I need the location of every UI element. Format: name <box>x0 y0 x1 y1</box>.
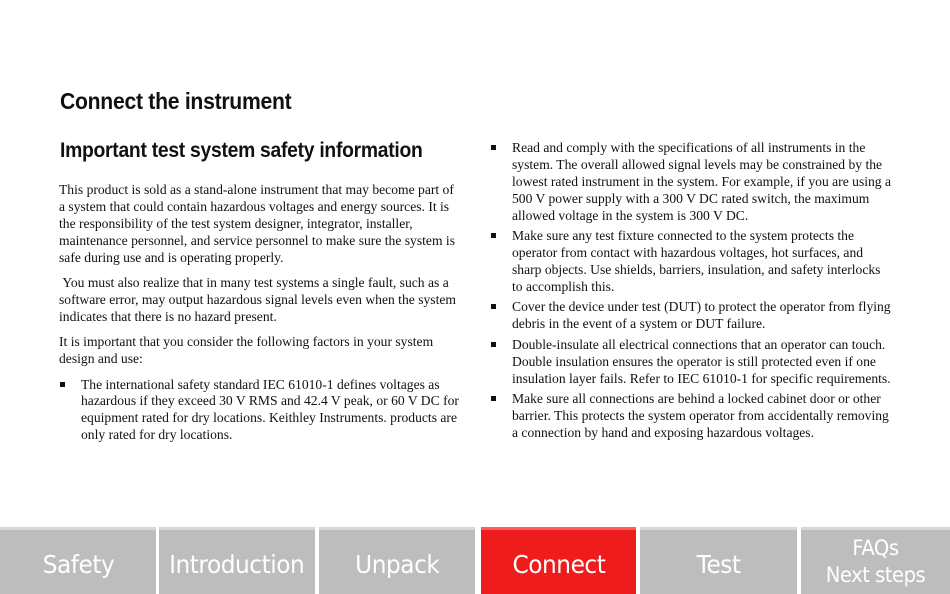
tab-unpack[interactable] <box>319 527 475 594</box>
paragraph-factors: It is important that you consider the following factors in your system design and use: <box>59 334 434 367</box>
tab-label: Unpack <box>354 549 440 579</box>
tab-introduction[interactable] <box>159 527 315 594</box>
tab-label-line2: Next steps <box>825 563 926 587</box>
tab-safety[interactable] <box>0 527 156 594</box>
tab-label <box>826 535 925 589</box>
list-item <box>490 391 892 442</box>
tab-connect[interactable] <box>481 527 636 594</box>
bullet-square-icon <box>491 342 496 347</box>
list-item-text: Double-insulate all electrical connections that an operator can touch. Double insulation ensures the operator is still protected even if one insulation layer fails. Refer to IEC 61010-1 for specific requirements. <box>512 336 891 386</box>
tab-label: Test <box>696 549 741 579</box>
bullet-square-icon <box>60 382 65 387</box>
bottom-nav-bar <box>0 527 950 594</box>
right-column <box>490 140 892 445</box>
left-bullet-list <box>59 377 461 445</box>
list-item-text: Cover the device under test (DUT) to protect the operator from flying debris in the event of a system or DUT failure. <box>512 299 891 332</box>
right-bullet-list <box>490 140 892 442</box>
left-column <box>59 182 461 448</box>
list-item <box>490 299 892 333</box>
tab-label-line1: FAQs <box>852 536 899 560</box>
tab-test[interactable] <box>640 527 797 594</box>
paragraph-responsibility: This product is sold as a stand-alone instrument that may become part of a system that could contain hazardous voltages and energy sources. It is the responsibility of the test system designer, integrator, installer, maintenance personnel, and service personnel to make sure the system is safe during use and is operating properly. <box>59 182 455 265</box>
tab-label: Safety <box>42 549 114 579</box>
bullet-square-icon <box>491 304 496 309</box>
list-item-text: Make sure any test fixture connected to the system protects the operator from contact with hazardous voltages, hot surfaces, and sharp objects. Use shields, barriers, insulation, and safety interlocks to accomplish this. <box>512 228 881 294</box>
list-item <box>490 228 892 296</box>
list-item-text: Make sure all connections are behind a locked cabinet door or other barrier. This protects the system operator from accidentally removing a connection by hand and exposing hazardous voltages. <box>512 391 889 440</box>
list-item <box>490 140 892 225</box>
page-title: Connect the instrument <box>60 88 292 114</box>
list-item-text: The international safety standard IEC 61010-1 defines voltages as hazardous if they exceed 30 V RMS and 42.4 V peak, or 60 V DC for equipment rated for dry locations. Keithley Instruments. products are only rated for dry locations. <box>81 376 459 443</box>
tab-faqs-next-steps[interactable] <box>801 527 950 594</box>
section-title: Important test system safety information <box>60 139 423 162</box>
tab-label: Connect <box>512 549 605 579</box>
tab-label: Introduction <box>169 549 305 579</box>
paragraph-single-fault: You must also realize that in many test systems a single fault, such as a software error, may output hazardous signal levels even when the system indicates that there is no hazard present. <box>59 275 460 324</box>
bullet-square-icon <box>491 233 496 238</box>
bullet-square-icon <box>491 396 496 401</box>
list-item <box>59 377 461 445</box>
bullet-square-icon <box>491 145 496 150</box>
list-item <box>490 337 892 388</box>
list-item-text: Read and comply with the specifications of all instruments in the system. The overall allowed signal levels may be constrained by the lowest rated instrument in the system. For example, if you are using a 500 V power supply with a 300 V DC rated switch, the maximum allowed voltage in the system is 300 V DC. <box>512 140 892 223</box>
